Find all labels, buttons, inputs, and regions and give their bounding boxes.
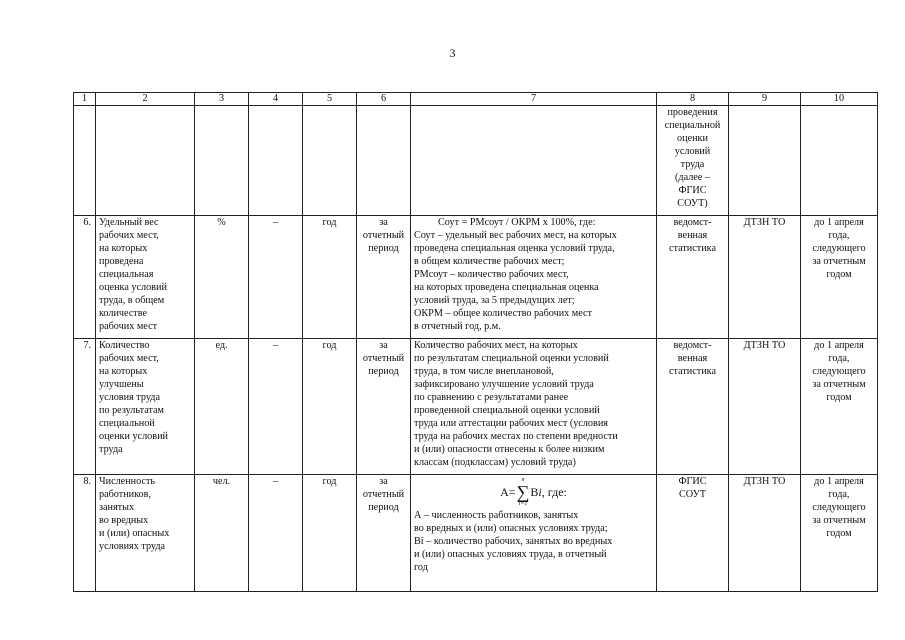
header-cell: 6 [357,93,411,106]
text-line: венная [677,353,708,364]
formula-lhs: А= [500,484,516,499]
text-line: (далее – [675,172,710,183]
text-line: отчетный [362,230,405,241]
text-line: труда, в общем [99,295,165,306]
text-line: ведомст- [673,217,712,228]
text-line: следующего [812,366,866,377]
text-line: ведомст- [673,340,712,351]
text-line: проведена специальная оценка условий труда, [414,243,615,254]
sigma-symbol [517,477,530,507]
page-number: 3 [449,46,456,60]
text-line: годом [826,528,852,539]
table-cell [729,106,801,216]
text-line: по результатам специальной оценки условий [414,353,609,364]
text-line: годом [826,269,852,280]
table-row [74,216,878,339]
text-line: оценки [677,133,708,144]
table-cell [357,106,411,216]
text-line: годом [826,392,852,403]
text-line: следующего [812,502,866,513]
header-cell: 2 [96,93,195,106]
text-line: оценка условий [99,282,167,293]
text-line: оценки условий [99,431,168,442]
text-line: года, [828,489,850,500]
responsible-cell: ДТЗН ТО [729,475,801,592]
source-cell [657,106,729,216]
sum-lower-limit: i=1 [518,501,528,507]
text-line: до 1 апреля [814,476,864,487]
text-line: года, [828,353,850,364]
text-line: рабочих мест, [99,353,159,364]
table-cell [801,106,878,216]
unit-cell: ед. [195,339,249,475]
text-line: на которых [99,243,148,254]
header-row [74,93,878,106]
method-cell [411,475,657,592]
text-line: проведения [667,107,718,118]
sum-formula [414,475,653,509]
text-line: ФГИС [678,185,707,196]
text-line: работников, [99,489,151,500]
text-line: СОУТ) [677,198,708,209]
header-cell: 4 [249,93,303,106]
text-line: условий [674,146,711,157]
text-line: за отчетным [812,379,866,390]
text-line: статистика [668,243,716,254]
text-line: Вi – количество рабочих, занятых во вредных [414,536,613,547]
text-line: проведена [99,256,144,267]
deadline-cell [801,339,878,475]
text-line: на которых проведена специальная оценка [414,282,599,293]
text-line: улучшены [99,379,144,390]
text-line: Количество рабочих мест, на которых [414,340,578,351]
text-line: СОУТ [678,489,706,500]
text-line: труда или аттестации рабочих мест (условия [414,418,608,429]
text-line: период [368,502,399,513]
header-cell: 3 [195,93,249,106]
periodicity-cell: год [303,475,357,592]
text-line: ОКРМ – общее количество рабочих мест [414,308,592,319]
text-line: Численность [99,476,156,487]
text-line: занятых [99,502,135,513]
text-line: период [368,243,399,254]
text-line: следующего [812,243,866,254]
text-line: во вредных и (или) опасных условиях труда; [414,523,608,534]
text-line: специальная [99,269,154,280]
text-line: и (или) опасных условиях труда, в отчетный [414,549,607,560]
unit-cell: % [195,216,249,339]
text-line: условия труда [99,392,160,403]
text-line: в отчетный год, р.м. [414,321,501,332]
header-cell: 10 [801,93,878,106]
period-cell [357,475,411,592]
text-line: статистика [668,366,716,377]
formula-index: i [538,484,542,499]
text-line: и (или) опасности отнесены к более низким [414,444,605,455]
text-line: отчетный [362,489,405,500]
deadline-cell [801,475,878,592]
indicators-table [73,92,878,592]
period-cell [357,216,411,339]
text-line: РМсоут – количество рабочих мест, [414,269,569,280]
responsible-cell: ДТЗН ТО [729,216,801,339]
text-line: классам (подклассам) условий труда) [414,457,576,468]
text-line: рабочих мест [99,321,158,332]
formula-tail: , где: [541,484,567,499]
periodicity-cell: год [303,339,357,475]
text-line: за отчетным [812,256,866,267]
sigma-glyph: ∑ [516,482,530,502]
text-line: рабочих мест, [99,230,159,241]
responsible-cell: ДТЗН ТО [729,339,801,475]
text-line: специальной [99,418,155,429]
row-number: 7. [74,339,96,475]
row-number: 6. [74,216,96,339]
table-cell [74,106,96,216]
source-cell [657,339,729,475]
text-line: по результатам [99,405,165,416]
period-cell [357,339,411,475]
header-cell: 5 [303,93,357,106]
text-line: до 1 апреля [814,340,864,351]
header-cell: 1 [74,93,96,106]
deadline-cell [801,216,878,339]
table-cell [249,106,303,216]
text-line: в общем количестве рабочих мест; [414,256,565,267]
table-cell [411,106,657,216]
formula-term: В [530,484,539,499]
text-line: год [414,562,428,573]
text-line: ФГИС [678,476,707,487]
source-cell [657,216,729,339]
text-line: труда, в том числе внеплановой, [414,366,554,377]
text-line: проведенной специальной оценки условий [414,405,600,416]
method-cell [411,339,657,475]
header-cell: 8 [657,93,729,106]
text-line: отчетный [362,353,405,364]
text-line: за [379,217,388,228]
text-line: специальной [664,120,721,131]
text-line: за отчетным [812,515,866,526]
table-cell [96,106,195,216]
text-line: венная [677,230,708,241]
table-cell [195,106,249,216]
text-line: во вредных [99,515,149,526]
text-line: за [379,476,388,487]
text-line: Соут = РМсоут / ОКРМ x 100%, где: [438,217,596,228]
periodicity-cell: год [303,216,357,339]
method-cell [411,216,657,339]
continuation-row [74,106,878,216]
table-row [74,475,878,592]
text-line: года, [828,230,850,241]
text-line: зафиксировано улучшение условий труда [414,379,594,390]
text-line: условий труда, за 5 предыдущих лет; [414,295,575,306]
text-line: труда [680,159,705,170]
unit-cell: чел. [195,475,249,592]
text-line: Соут – удельный вес рабочих мест, на которых [414,230,617,241]
text-line: Количество [99,340,150,351]
source-cell [657,475,729,592]
text-line: условиях труда [99,541,166,552]
text-line: труда на рабочих местах по степени вредности [414,431,618,442]
row-number: 8. [74,475,96,592]
text-line: труда [99,444,123,455]
text-line: по сравнению с результатами ранее [414,392,569,403]
text-line: период [368,366,399,377]
text-line: количестве [99,308,148,319]
header-cell: 7 [411,93,657,106]
table-cell [303,106,357,216]
text-line: за [379,340,388,351]
text-line: до 1 апреля [814,217,864,228]
dash-cell: – [249,475,303,592]
header-cell: 9 [729,93,801,106]
text-line: Удельный вес [99,217,159,228]
text-line: на которых [99,366,148,377]
text-line: и (или) опасных [99,528,170,539]
sum-upper-limit: n [521,477,525,483]
indicator-name [96,339,195,475]
dash-cell: – [249,216,303,339]
indicator-name [96,475,195,592]
indicator-name [96,216,195,339]
dash-cell: – [249,339,303,475]
text-line: А – численность работников, занятых [414,510,579,521]
table-row [74,339,878,475]
